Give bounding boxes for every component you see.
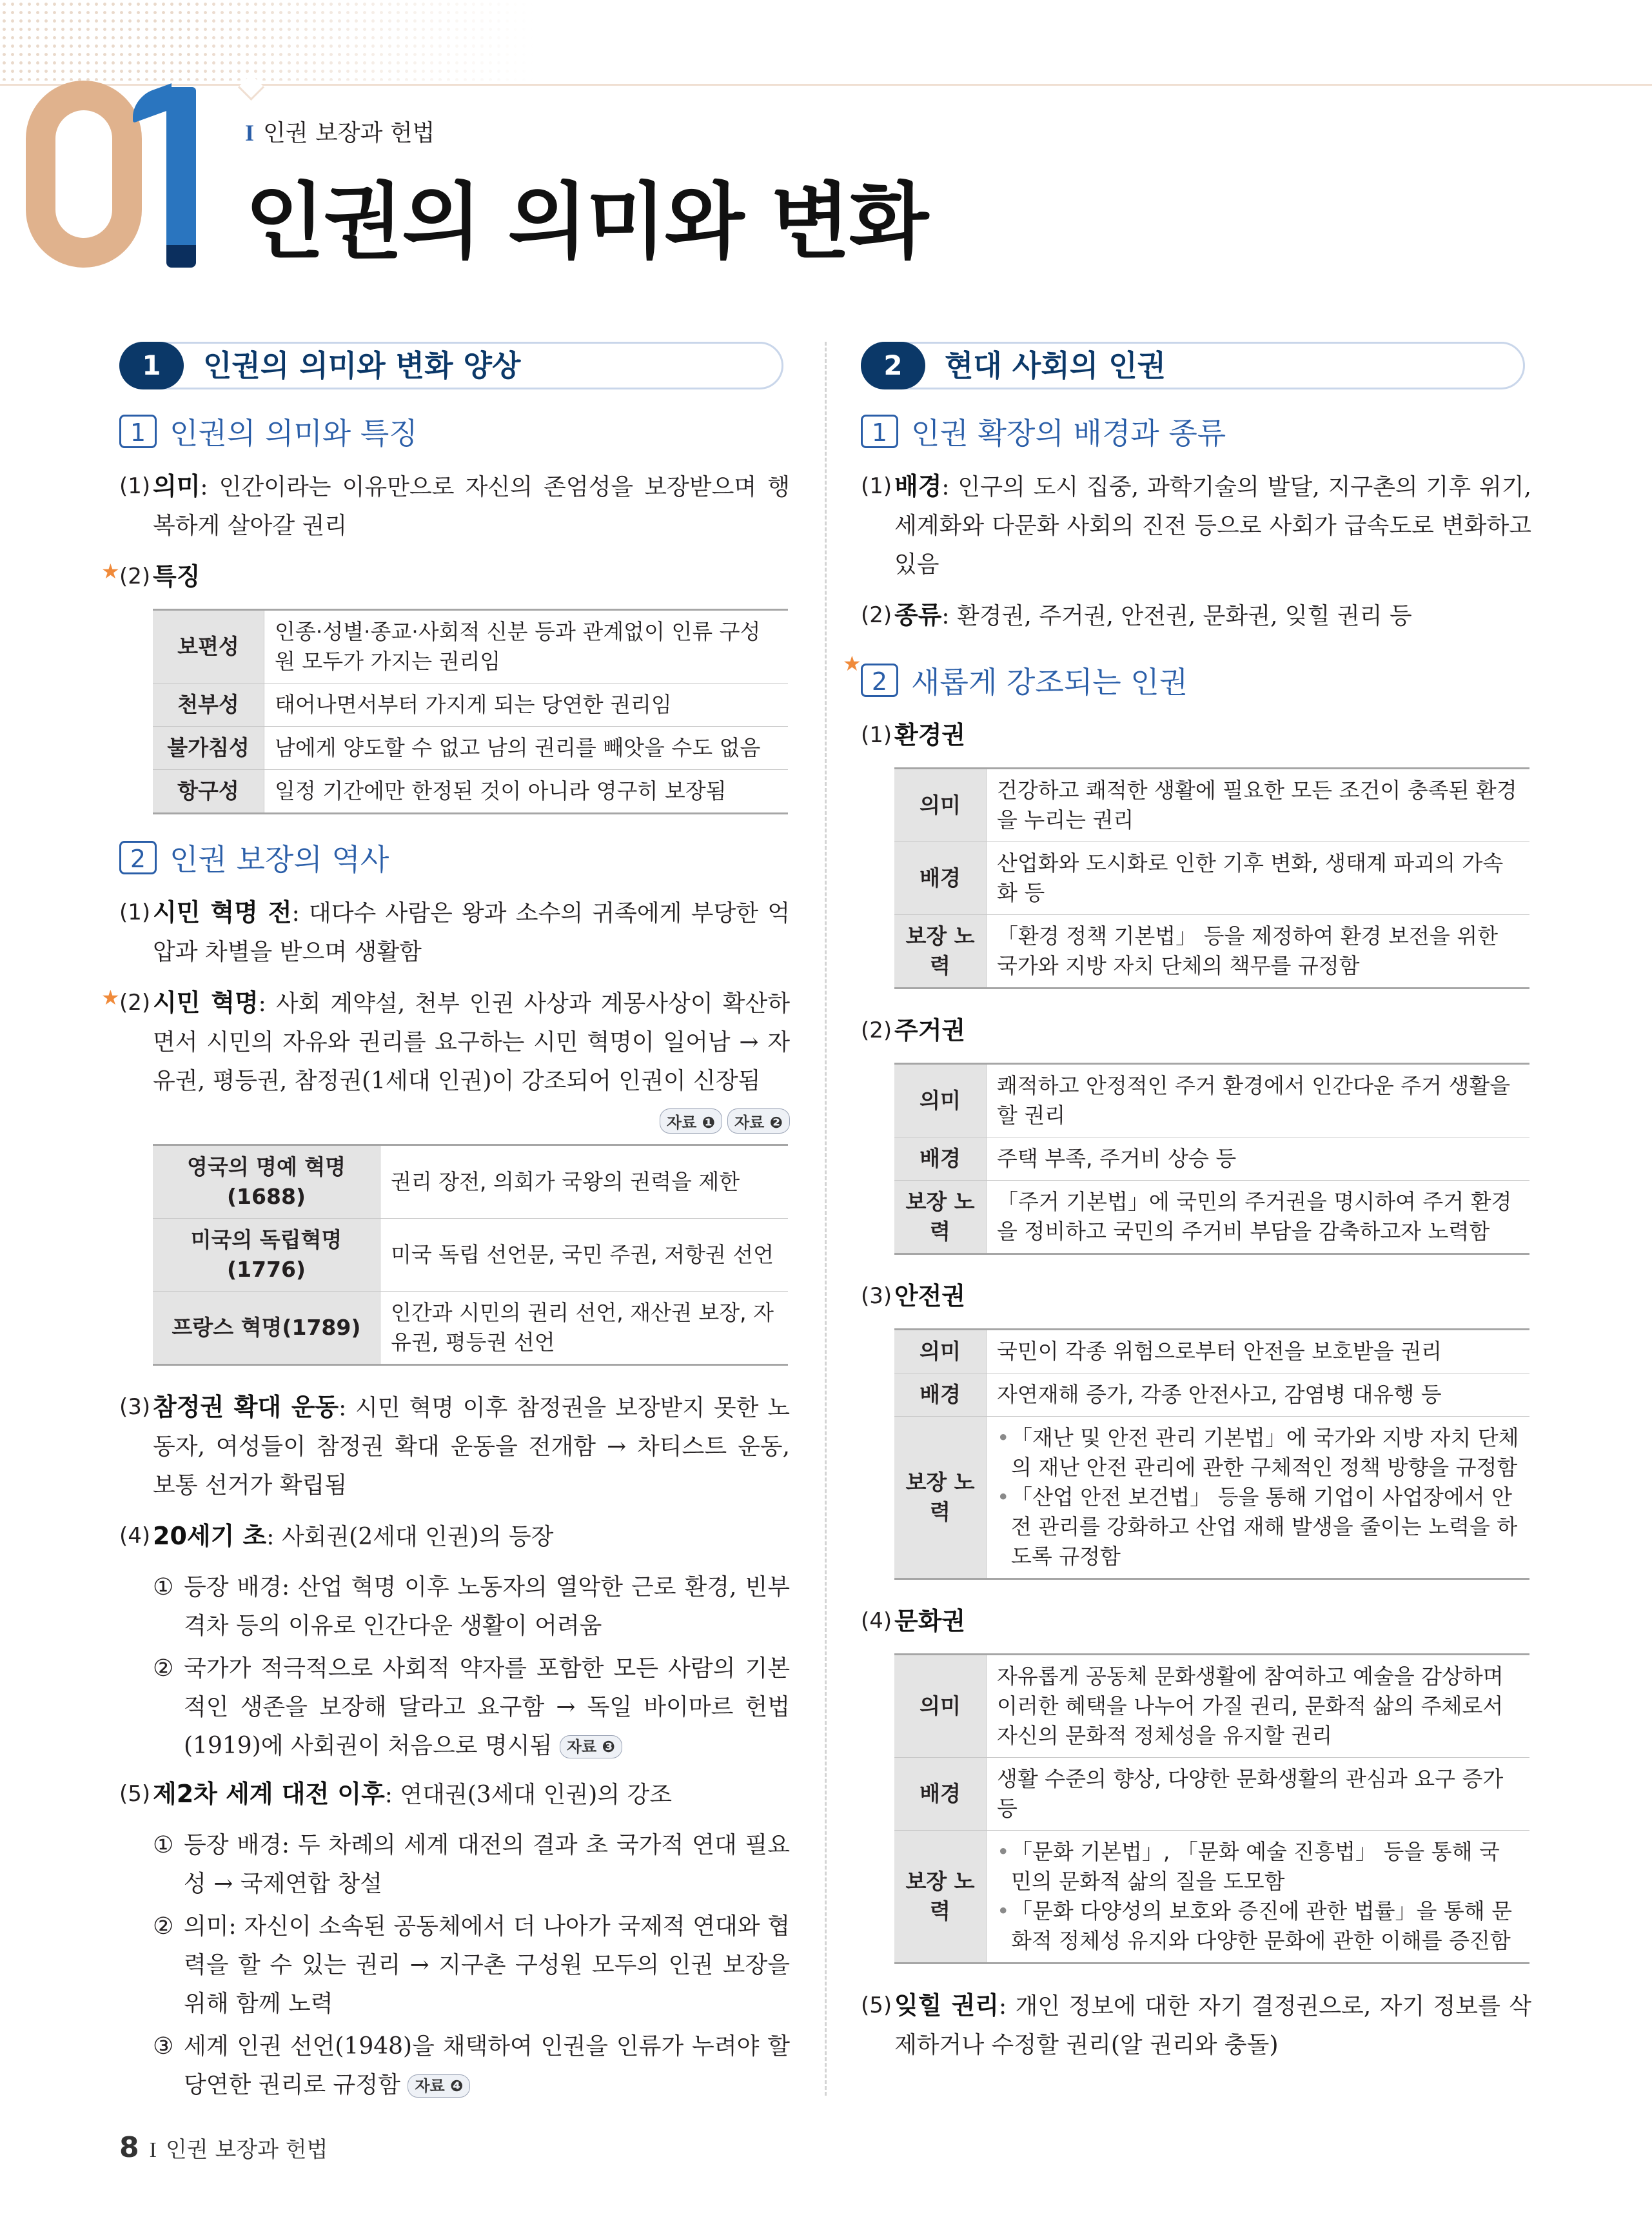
table-row	[153, 1292, 788, 1365]
table-row	[894, 1181, 1529, 1254]
item-text: : 연대권(3세대 인권)의 강조	[384, 1782, 673, 1808]
right-category	[861, 1602, 1531, 1642]
section-title: 현대 사회의 인권	[945, 348, 1166, 383]
item-marker: (2)	[861, 1018, 892, 1043]
section-number: 1	[119, 342, 184, 389]
sub-marker: ②	[153, 1913, 174, 1940]
item-key: 주거권	[894, 1016, 966, 1045]
table-row	[894, 1137, 1529, 1181]
reference-badge[interactable]: 자료 ❶	[660, 1108, 722, 1134]
table-header-cell: 보편성	[153, 610, 264, 684]
table-cell: 자연재해 증가, 각종 안전사고, 감염병 대유행 등	[987, 1373, 1530, 1417]
table-cell: 쾌적하고 안정적인 주거 환경에서 인간다운 주거 생활을 할 권리	[987, 1064, 1530, 1137]
sub-item	[119, 1649, 790, 1766]
table-cell: 태어나면서부터 가지게 되는 당연한 권리임	[264, 684, 789, 727]
star-icon: ★	[101, 559, 120, 584]
table-row	[153, 727, 788, 770]
table-row	[153, 1219, 788, 1292]
sub-item	[119, 2027, 790, 2105]
right-category	[861, 1277, 1531, 1317]
table-row	[894, 1064, 1529, 1137]
sub-text: 세계 인권 선언(1948)을 채택하여 인권을 인류가 누려야 할 당연한 권리로 규정함	[184, 2033, 790, 2098]
bullet-line: • 「재난 및 안전 관리 기본법」에 국가와 지방 자치 단체의 재난 안전 관리에 관한 구체적인 정책 방향을 규정함	[997, 1423, 1519, 1482]
table-cell: 「환경 정책 기본법」 등을 제정하여 환경 보전을 위한 국가와 지방 자치 단체의 책무를 규정함	[987, 915, 1530, 989]
item-text: : 대다수 사람은 왕과 소수의 귀족에게 부당한 억압과 차별을 받으며 생활함	[153, 900, 790, 965]
table-cell: 권리 장전, 의회가 국왕의 권력을 제한	[380, 1145, 789, 1219]
table-cell	[987, 1831, 1530, 1963]
meaning-item	[119, 467, 790, 546]
table-header-cell: 항구성	[153, 770, 264, 814]
table-cell: 주택 부족, 주거비 상승 등	[987, 1137, 1530, 1181]
item-marker: (5)	[861, 1993, 892, 2018]
kinds-item	[861, 596, 1531, 636]
table-header-cell: 배경	[894, 1137, 987, 1181]
item-text: : 시민 혁명 이후 참정권을 보장받지 못한 노동자, 여성들이 참정권 확대 운동을 전개함 → 차티스트 운동, 보통 선거가 확립됨	[153, 1395, 790, 1499]
digit-one-base-shape	[166, 245, 196, 268]
item-key: 환경권	[894, 721, 966, 749]
bullet-line: • 「산업 안전 보건법」 등을 통해 기업이 사업장에서 안전 관리를 강화하고 산업 재해 발생을 줄이는 노력을 하도록 규정함	[997, 1482, 1519, 1571]
table-cell: 「주거 기본법」에 국민의 주거권을 명시하여 주거 환경을 정비하고 국민의 주거비 부담을 감축하고자 노력함	[987, 1181, 1530, 1254]
table-header-cell: 배경	[894, 842, 987, 915]
table-cell: 건강하고 쾌적한 생활에 필요한 모든 조건이 충족된 환경을 누리는 권리	[987, 769, 1530, 842]
table-row	[153, 684, 788, 727]
table-header-cell: 배경	[894, 1758, 987, 1831]
section-number: 2	[861, 342, 925, 389]
item-text: : 사회권(2세대 인권)의 등장	[266, 1524, 554, 1550]
item-key: 문화권	[894, 1607, 966, 1635]
item-marker: (2)	[119, 564, 151, 589]
table-row	[894, 1417, 1529, 1579]
table-row	[894, 1655, 1529, 1758]
history-item	[119, 1775, 790, 1815]
sub-marker: ①	[153, 1574, 174, 1600]
item-marker: (3)	[861, 1283, 892, 1309]
safety-table	[894, 1328, 1529, 1580]
sub-marker: ①	[153, 1832, 174, 1858]
table-header-cell: 의미	[894, 1330, 987, 1373]
subsection-number: 2	[861, 664, 898, 697]
table-header-cell: 프랑스 혁명(1789)	[153, 1292, 380, 1365]
table-cell: 인간과 시민의 권리 선언, 재산권 보장, 자유권, 평등권 선언	[380, 1292, 789, 1365]
item-marker: (1)	[119, 900, 151, 925]
sub-text: 등장 배경: 산업 혁명 이후 노동자의 열악한 근로 환경, 빈부 격차 등의 이유로 인간다운 생활이 어려움	[184, 1574, 790, 1639]
subsection-number: 1	[119, 415, 157, 448]
item-key: 안전권	[894, 1282, 966, 1310]
star-icon: ★	[843, 651, 861, 676]
table-header-cell: 보장 노력	[894, 1831, 987, 1963]
item-key: 종류	[894, 601, 942, 629]
table-header-cell: 보장 노력	[894, 915, 987, 989]
history-item	[119, 1517, 790, 1557]
table-row	[894, 842, 1529, 915]
subsection-title: 새롭게 강조되는 인권	[911, 665, 1188, 700]
chapter-roman: I	[245, 120, 255, 146]
culture-table	[894, 1653, 1529, 1964]
subsection-header	[119, 410, 790, 453]
item-key: 배경	[894, 472, 942, 500]
item-marker: (3)	[119, 1394, 151, 1420]
sub-item	[119, 1568, 790, 1646]
environment-table	[894, 767, 1529, 989]
item-key: 참정권 확대 운동	[153, 1393, 339, 1421]
page-footer	[119, 2131, 328, 2164]
table-header-cell: 미국의 독립혁명(1776)	[153, 1219, 380, 1292]
item-key: 특징	[153, 562, 201, 591]
table-header-cell: 의미	[894, 1655, 987, 1758]
sub-text: 국가가 적극적으로 사회적 약자를 포함한 모든 사람의 기본적인 생존을 보장해 달라고 요구함 → 독일 바이마르 헌법(1919)에 사회권이 처음으로 명시됨	[184, 1655, 790, 1759]
right-column	[843, 342, 1531, 2076]
item-text: : 환경권, 주거권, 안전권, 문화권, 잊힐 권리 등	[941, 603, 1412, 629]
subsection-header	[119, 836, 790, 879]
table-cell: 일정 기간에만 한정된 것이 아니라 영구히 보장됨	[264, 770, 789, 814]
section-title: 인권의 의미와 변화 양상	[203, 348, 521, 383]
history-item	[119, 893, 790, 972]
table-row	[894, 1831, 1529, 1963]
item-key: 잊힐 권리	[894, 1991, 999, 2020]
item-marker: (1)	[861, 473, 892, 499]
subsection-number: 2	[119, 841, 157, 874]
subsection-header	[861, 410, 1531, 453]
table-header-cell: 보장 노력	[894, 1181, 987, 1254]
table-cell: 인종·성별·종교·사회적 신분 등과 관계없이 인류 구성원 모두가 가지는 권리임	[264, 610, 789, 684]
table-cell: 국민이 각종 위험으로부터 안전을 보호받을 권리	[987, 1330, 1530, 1373]
section-header-1	[119, 342, 790, 389]
sub-text: 의미: 자신이 소속된 공동체에서 더 나아가 국제적 연대와 협력을 할 수 있는 권리 → 지구촌 구성원 모두의 인권 보장을 위해 함께 노력	[184, 1913, 790, 2017]
right-category	[861, 1986, 1531, 2065]
subsection-title: 인권 보장의 역사	[170, 842, 389, 877]
table-header-cell: 의미	[894, 769, 987, 842]
sub-item	[119, 1826, 790, 1904]
item-marker: (5)	[119, 1781, 151, 1807]
right-category	[861, 1011, 1531, 1051]
table-header-cell: 의미	[894, 1064, 987, 1137]
footer-roman: I	[149, 2138, 157, 2162]
dot-pattern-decoration	[0, 0, 535, 81]
sub-text: 등장 배경: 두 차례의 세계 대전의 결과 초 국가적 연대 필요성 → 국제연합 창설	[184, 1832, 790, 1897]
item-marker: (4)	[119, 1523, 151, 1549]
subsection-title: 인권 확장의 배경과 종류	[911, 416, 1226, 451]
table-header-cell: 천부성	[153, 684, 264, 727]
history-item	[101, 983, 790, 1101]
item-key: 20세기 초	[153, 1522, 267, 1550]
history-item	[119, 1388, 790, 1505]
item-marker: (1)	[119, 473, 151, 499]
table-cell: 산업화와 도시화로 인한 기후 변화, 생태계 파괴의 가속화 등	[987, 842, 1530, 915]
left-column	[101, 342, 790, 2109]
item-text: : 개인 정보에 대한 자기 결정권으로, 자기 정보를 삭제하거나 수정할 권리(알 권리와 충돌)	[894, 1993, 1531, 2058]
table-row	[894, 1330, 1529, 1373]
item-key: 시민 혁명	[153, 989, 259, 1017]
subsection-header	[843, 651, 1531, 702]
table-header-cell: 불가침성	[153, 727, 264, 770]
digit-one-flag-shape	[133, 83, 172, 123]
subsection-number: 1	[861, 415, 898, 448]
footer-text: 인권 보장과 헌법	[165, 2137, 328, 2163]
chapter-text: 인권 보장과 헌법	[263, 120, 435, 146]
table-row	[894, 915, 1529, 989]
table-cell: 남에게 양도할 수 없고 남의 권리를 빼앗을 수도 없음	[264, 727, 789, 770]
table-row	[894, 1373, 1529, 1417]
sub-marker: ②	[153, 1655, 174, 1682]
page-title: 인권의 의미와 변화	[245, 174, 928, 270]
table-row	[894, 769, 1529, 842]
table-row	[153, 770, 788, 814]
housing-table	[894, 1063, 1529, 1255]
item-key: 의미	[153, 472, 201, 500]
features-item	[101, 557, 790, 597]
reference-badge[interactable]: 자료 ❹	[408, 2074, 470, 2098]
reference-badges	[119, 1108, 790, 1134]
features-table	[153, 609, 788, 814]
revolutions-table	[153, 1144, 788, 1366]
digit-zero-shape	[26, 81, 142, 268]
item-marker: (4)	[861, 1608, 892, 1634]
item-text: : 인간이라는 이유만으로 자신의 존엄성을 보장받으며 행복하게 살아갈 권리	[153, 474, 790, 539]
item-marker: (1)	[861, 722, 892, 748]
bullet-line: • 「문화 다양성의 보호와 증진에 관한 법률」을 통해 문화적 정체성 유지와 다양한 문화에 관한 이해를 증진함	[997, 1896, 1519, 1956]
item-marker: (2)	[119, 990, 151, 1016]
table-row	[153, 610, 788, 684]
table-row	[153, 1145, 788, 1219]
reference-badge[interactable]: 자료 ❸	[560, 1735, 622, 1758]
table-cell	[987, 1417, 1530, 1579]
bullet-line: • 「문화 기본법」, 「문화 예술 진흥법」 등을 통해 국민의 문화적 삶의 질을 도모함	[997, 1837, 1519, 1896]
table-cell: 미국 독립 선언문, 국민 주권, 저항권 선언	[380, 1219, 789, 1292]
right-category	[861, 716, 1531, 756]
sub-marker: ③	[153, 2033, 174, 2060]
section-header-2	[861, 342, 1531, 389]
table-header-cell: 배경	[894, 1373, 987, 1417]
table-cell: 생활 수준의 향상, 다양한 문화생활의 관심과 요구 증가 등	[987, 1758, 1530, 1831]
item-key: 시민 혁명 전	[153, 898, 292, 927]
table-header-cell: 영국의 명예 혁명(1688)	[153, 1145, 380, 1219]
page-number: 8	[119, 2131, 139, 2164]
column-divider	[825, 342, 827, 2096]
subsection-title: 인권의 의미와 특징	[170, 416, 418, 451]
sub-item	[119, 1907, 790, 2023]
item-key: 제2차 세계 대전 이후	[153, 1780, 385, 1808]
background-item	[861, 467, 1531, 584]
table-row	[894, 1758, 1529, 1831]
item-text: : 인구의 도시 집중, 과학기술의 발달, 지구촌의 기후 위기, 세계화와 다문화 사회의 진전 등으로 사회가 급속도로 변화하고 있음	[894, 474, 1531, 578]
item-text: : 사회 계약설, 천부 인권 사상과 계몽사상이 확산하면서 시민의 자유와 권리를 요구하는 시민 혁명이 일어남 → 자유권, 평등권, 참정권(1세대 인권)이 강조되어 인권이 신장됨	[153, 990, 790, 1094]
digit-one-shape	[166, 87, 196, 264]
table-header-cell: 보장 노력	[894, 1417, 987, 1579]
reference-badge[interactable]: 자료 ❷	[727, 1108, 790, 1134]
table-cell: 자유롭게 공동체 문화생활에 참여하고 예술을 감상하며 이러한 혜택을 나누어 가질 권리, 문화적 삶의 주체로서 자신의 문화적 정체성을 유지할 권리	[987, 1655, 1530, 1758]
star-icon: ★	[101, 985, 120, 1010]
chapter-label	[245, 115, 435, 148]
item-marker: (2)	[861, 602, 892, 628]
